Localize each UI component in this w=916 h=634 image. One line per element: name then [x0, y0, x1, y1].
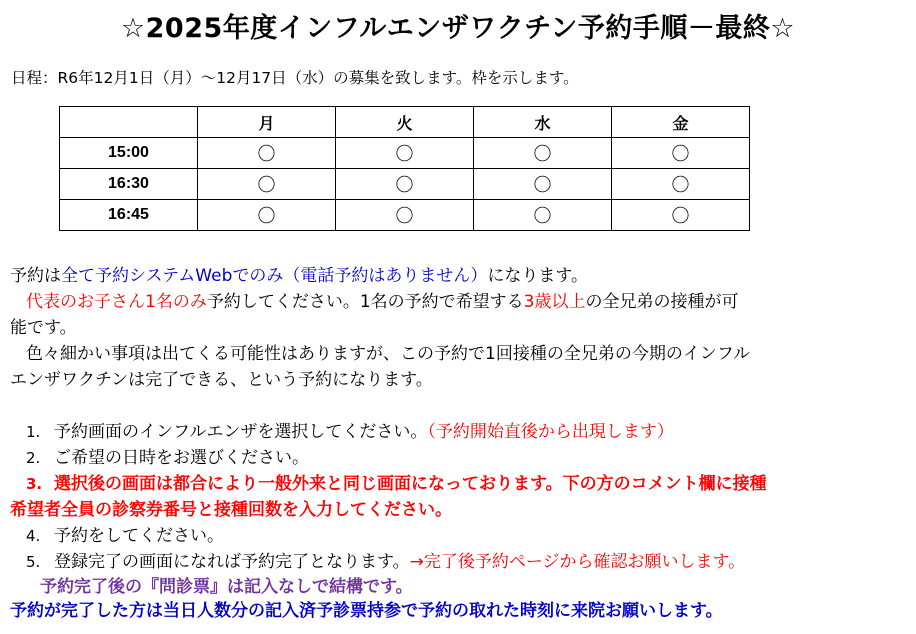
step-2: 2. ご希望の日時をお選びください。 [26, 448, 309, 468]
intro-line-2: 代表のお子さん1名のみ予約してください。1名の予約で希望する3歳以上の全兄弟の接種が可 [26, 292, 739, 312]
intro-line-1: 予約は全て予約システムWebでのみ（電話予約はありません）になります。 [10, 266, 589, 286]
time-cell: 16:45 [60, 200, 198, 231]
slot-available-mark: 〇 [474, 138, 612, 169]
table-header-cell: 火 [336, 107, 474, 138]
slot-available-mark: 〇 [198, 138, 336, 169]
table-header-cell: 金 [612, 107, 750, 138]
table-row [60, 200, 750, 231]
step-1-note: （予約開始直後から出現します） [427, 422, 674, 442]
one-child-notice: 代表のお子さん1名のみ [26, 292, 207, 312]
step-3-continued: 希望者全員の診察券番号と接種回数を入力してください。 [10, 500, 452, 520]
slot-available-mark: 〇 [474, 169, 612, 200]
questionnaire-note: 予約完了後の『問診票』は記入なしで結構です。 [40, 577, 413, 597]
slot-available-mark: 〇 [198, 200, 336, 231]
table-header-row [60, 107, 750, 138]
step-5: 5. 登録完了の画面になれば予約完了となります。→完了後予約ページから確認お願いします。 [26, 552, 746, 572]
table-row [60, 169, 750, 200]
slot-available-mark: 〇 [336, 138, 474, 169]
intro-line-5: エンザワクチンは完了できる、という予約になります。 [10, 370, 433, 390]
slot-available-mark: 〇 [336, 169, 474, 200]
page-title: ☆2025年度インフルエンザワクチン予約手順－最終☆ [120, 13, 796, 44]
slot-available-mark: 〇 [336, 200, 474, 231]
step-3: 3. 選択後の画面は都合により一般外来と同じ画面になっております。下の方のコメント欄に接種 [26, 474, 767, 494]
age-notice: 3歳以上 [523, 292, 586, 312]
step-1: 1. 予約画面のインフルエンザを選択してください。（予約開始直後から出現します） [26, 422, 674, 442]
intro-line-3: 能です。 [10, 318, 77, 338]
slot-available-mark: 〇 [612, 169, 750, 200]
intro-line-4: 色々細かい事項は出てくる可能性はありますが、この予約で1回接種の全兄弟の今期のインフル [26, 344, 751, 364]
slot-available-mark: 〇 [474, 200, 612, 231]
time-cell: 16:30 [60, 169, 198, 200]
table-row [60, 138, 750, 169]
time-cell: 15:00 [60, 138, 198, 169]
schedule-text: 日程：R6年12月1日（月）～12月17日（水）の募集を致します。枠を示します。 [11, 69, 579, 87]
table-header-cell: 水 [474, 107, 612, 138]
table-header-cell [60, 107, 198, 138]
slot-table [59, 106, 750, 231]
slot-available-mark: 〇 [198, 169, 336, 200]
table-header-cell: 月 [198, 107, 336, 138]
slot-available-mark: 〇 [612, 138, 750, 169]
web-only-notice: 全て予約システムWebでのみ（電話予約はありません） [61, 266, 488, 286]
step-5-note: →完了後予約ページから確認お願いします。 [409, 552, 746, 572]
slot-available-mark: 〇 [612, 200, 750, 231]
step-4: 4. 予約をしてください。 [26, 526, 224, 546]
final-note: 予約が完了した方は当日人数分の記入済予診票持参で予約の取れた時刻に来院お願いします。 [10, 601, 723, 621]
